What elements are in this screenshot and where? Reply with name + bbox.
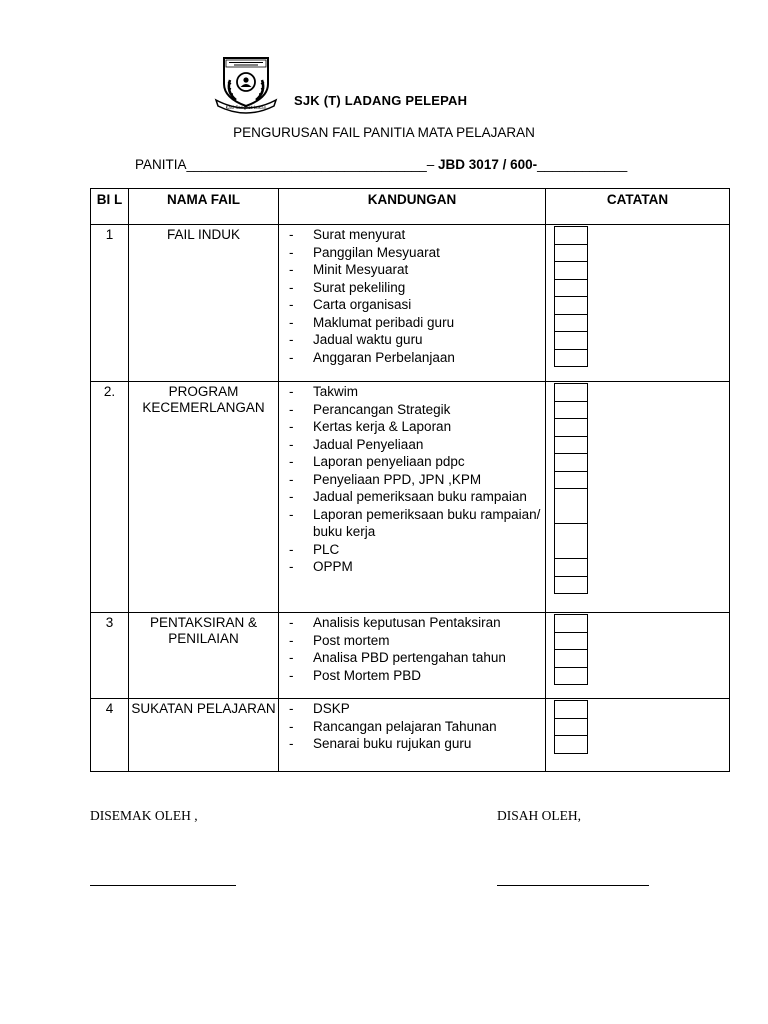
header-nama-fail: NAMA FAIL [129,189,279,225]
list-item: - OPPM [289,558,545,576]
panitia-label: PANITIA [135,157,187,172]
checked-by-signature-line [90,885,236,886]
content-list [279,225,545,366]
list-item: - Minit Mesyuarat [289,261,545,279]
row-nama-fail: FAIL INDUK [166,227,241,242]
list-item: - Takwim [289,383,545,401]
list-item: - Penyeliaan PPD, JPN ,KPM [289,471,545,489]
list-item: - Surat pekeliling [289,279,545,297]
check-box[interactable] [555,650,587,668]
row-bil: 2. [103,384,116,399]
panitia-line [135,157,627,172]
list-item: - Kertas kerja & Laporan [289,418,545,436]
list-item: - Maklumat peribadi guru [289,314,545,332]
check-box[interactable] [555,454,587,472]
approved-by-label: DISAH OLEH, [497,808,581,823]
row-bil: 4 [105,701,114,716]
list-item: - Carta organisasi [289,296,545,314]
check-box[interactable] [555,297,587,315]
list-item: - Jadual pemeriksaan buku rampaian [289,488,545,506]
header-bil: BI L [91,189,129,225]
check-box[interactable] [555,701,587,719]
document-title: PENGURUSAN FAIL PANITIA MATA PELAJARAN [233,125,535,140]
table-header-row [91,189,730,225]
checkbox-column [554,700,588,754]
check-box[interactable] [555,633,587,651]
check-box[interactable] [555,262,587,280]
row-nama-fail: SUKATAN PELAJARAN [131,701,276,716]
list-item: - Panggilan Mesyuarat [289,244,545,262]
table-row [91,225,730,382]
row-bil: 1 [105,227,114,242]
table-row [91,382,730,613]
list-item: - Senarai buku rujukan guru [289,735,545,753]
table-row [91,699,730,772]
header-catatan: CATATAN [546,189,730,225]
list-item: - Post Mortem PBD [289,667,545,685]
check-box[interactable] [555,489,587,524]
check-box[interactable] [555,577,587,595]
approved-by-signature-line [497,885,649,886]
check-box[interactable] [555,524,587,559]
check-box[interactable] [555,332,587,350]
panitia-blank: ________________________________ [186,157,427,172]
list-item: - PLC [289,541,545,559]
table-row [91,613,730,699]
list-item: - DSKP [289,700,545,718]
checkbox-column [554,614,588,685]
list-item: - Laporan pemeriksaan buku rampaian/ buku kerja [289,506,545,541]
list-item: - Perancangan Strategik [289,401,545,419]
content-list [279,613,545,684]
content-list [279,699,545,753]
school-name: SJK (T) LADANG PELEPAH [294,93,468,108]
check-box[interactable] [555,280,587,298]
reference-code: JBD 3017 / 600- [438,157,538,172]
check-box[interactable] [555,350,587,368]
row-nama-fail: PROGRAM KECEMERLANGAN [142,384,265,415]
list-item: - Jadual waktu guru [289,331,545,349]
list-item: - Anggaran Perbelanjaan [289,349,545,367]
check-box[interactable] [555,615,587,633]
row-bil: 3 [105,615,114,630]
check-box[interactable] [555,419,587,437]
checkbox-column [554,383,588,594]
check-box[interactable] [555,719,587,737]
reference-blank: ____________ [537,157,628,172]
check-box[interactable] [555,559,587,577]
svg-text:Kasi Sangkot Lukan: Kasi Sangkot Lukan [225,105,267,110]
reference-dash: – [426,157,439,172]
check-box[interactable] [555,437,587,455]
list-item: - Laporan penyeliaan pdpc [289,453,545,471]
content-list [279,382,545,576]
check-box[interactable] [555,472,587,490]
file-table [90,188,730,772]
check-box[interactable] [555,315,587,333]
header-kandungan: KANDUNGAN [279,189,546,225]
check-box[interactable] [555,668,587,686]
list-item: - Analisa PBD pertengahan tahun [289,649,545,667]
list-item: - Post mortem [289,632,545,650]
list-item: - Surat menyurat [289,226,545,244]
checked-by-label: DISEMAK OLEH , [90,808,198,823]
checkbox-column [554,226,588,367]
check-box[interactable] [555,245,587,263]
list-item: - Analisis keputusan Pentaksiran [289,614,545,632]
row-nama-fail: PENTAKSIRAN & PENILAIAN [149,615,258,646]
school-crest-logo [214,54,278,116]
check-box[interactable] [555,736,587,754]
check-box[interactable] [555,402,587,420]
list-item: - Jadual Penyeliaan [289,436,545,454]
check-box[interactable] [555,384,587,402]
check-box[interactable] [555,227,587,245]
list-item: - Rancangan pelajaran Tahunan [289,718,545,736]
